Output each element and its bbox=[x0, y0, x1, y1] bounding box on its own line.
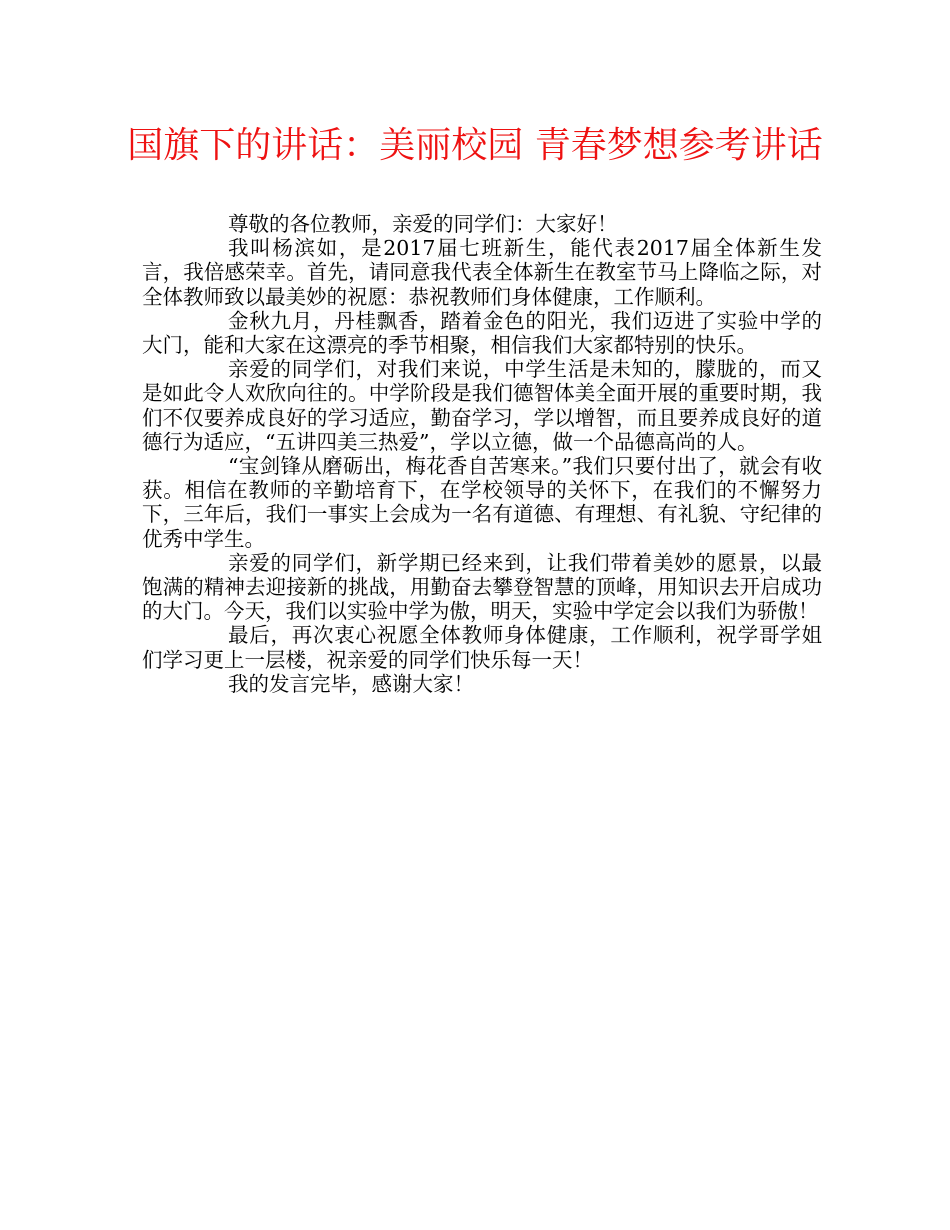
paragraph-school-life: 亲爱的同学们，对我们来说，中学生活是未知的，朦胧的，而又是如此令人欢欣向往的。中学阶段是我们德智体美全面开展的重要时期，我们不仅要养成良好的学习适应，勤奋学习，学以增智，而且要养成良好的道德行为适应，“五讲四美三热爱”，学以立德，做一个品德高尚的人。 bbox=[142, 357, 822, 454]
paragraph-wishes: 最后，再次衷心祝愿全体教师身体健康，工作顺利，祝学哥学姐们学习更上一层楼，祝亲爱的同学们快乐每一天！ bbox=[142, 623, 822, 672]
paragraph-autumn: 金秋九月，丹桂飘香，踏着金色的阳光，我们迈进了实验中学的大门，能和大家在这漂亮的季节相聚，相信我们大家都特别的快乐。 bbox=[142, 308, 822, 358]
paragraph-greeting: 尊敬的各位教师，亲爱的同学们：大家好！ bbox=[228, 212, 618, 236]
paragraph-introduction: 我叫杨滨如，是2017届七班新生，能代表2017届全体新生发言，我倍感荣幸。首先，请同意我代表全体新生在教室节马上降临之际，对全体教师致以最美妙的祝愿：恭祝教师们身体健康，工作顺利。 bbox=[142, 236, 822, 309]
paragraph-new-semester: 亲爱的同学们，新学期已经来到，让我们带着美妙的愿景，以最饱满的精神去迎接新的挑战，用勤奋去攀登智慧的顶峰，用知识去开启成功的大门。今天，我们以实验中学为傲，明天，实验中学定会以我们为骄傲！ bbox=[142, 550, 822, 624]
paragraph-closing: 我的发言完毕，感谢大家！ bbox=[228, 671, 474, 696]
document-title: 国旗下的讲话：美丽校园 青春梦想参考讲话 bbox=[127, 125, 823, 166]
document-body bbox=[142, 212, 822, 696]
paragraph-quote: “宝剑锋从磨砺出，梅花香自苦寒来。”我们只要付出了，就会有收获。相信在教师的辛勤培育下，在学校领导的关怀下，在我们的不懈努力下，三年后，我们一事实上会成为一名有道德、有理想、有礼貌、守纪律的优秀中学生。 bbox=[142, 454, 822, 551]
